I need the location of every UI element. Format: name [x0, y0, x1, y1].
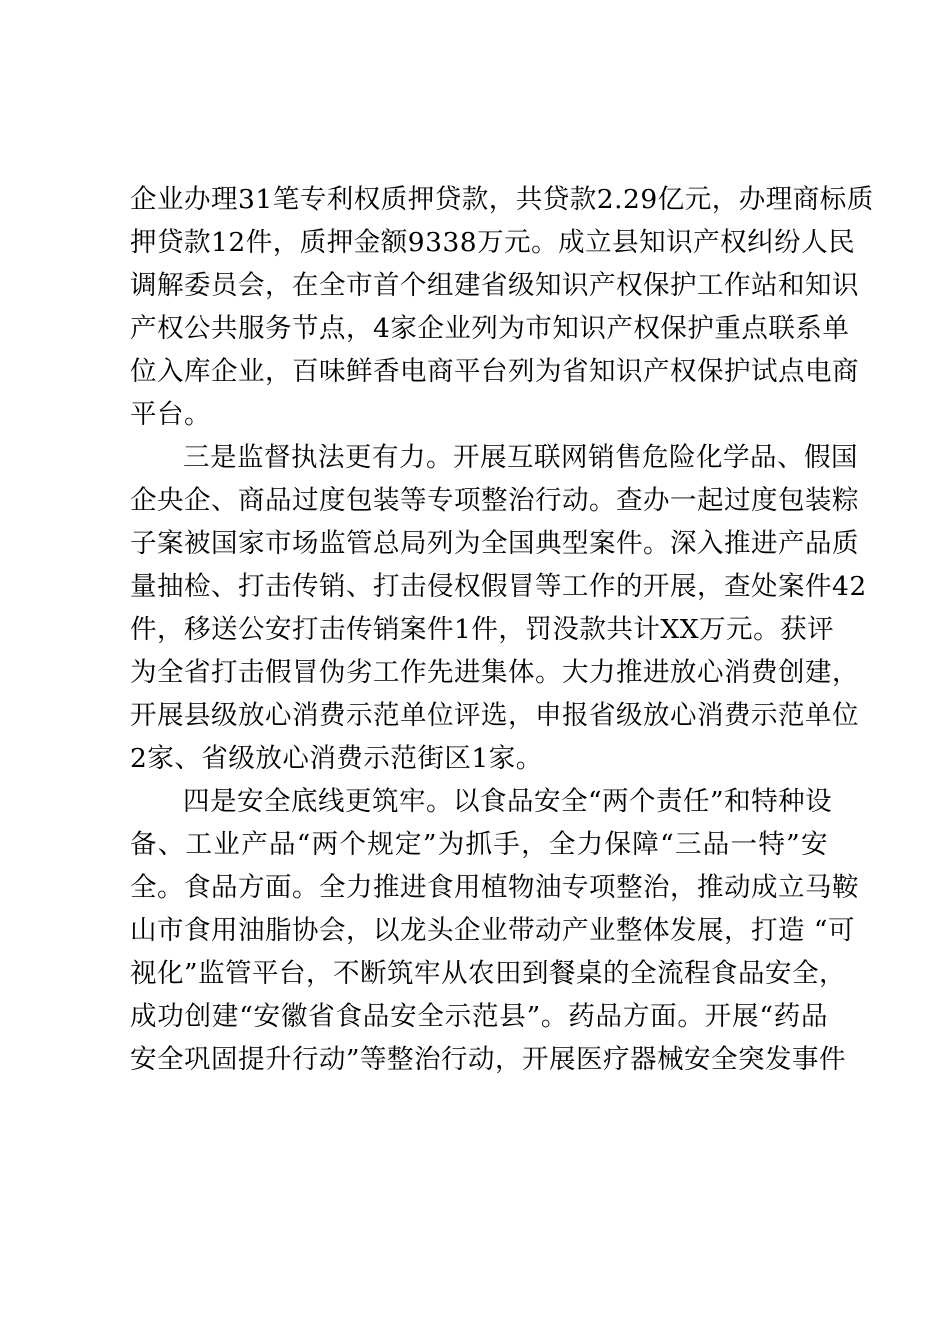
text-line: 三是监督执法更有力。开展互联网销售危险化学品、假国: [183, 442, 858, 473]
text-line: 押贷款12件，质押金额9338万元。成立县知识产权纠纷人民: [130, 227, 856, 258]
text-line: 企央企、商品过度包装等专项整治行动。查办一起过度包装粽: [130, 485, 859, 516]
text-line: 产权公共服务节点，4家企业列为市知识产权保护重点联系单: [130, 313, 850, 344]
text-line: 安全巩固提升行动”等整治行动，开展医疗器械安全突发事件: [130, 1044, 847, 1075]
text-line: 企业办理31笔专利权质押贷款，共贷款2.29亿元，办理商标质: [130, 184, 874, 215]
paragraph-supervision-enforcement: [130, 436, 867, 780]
text-line: 开展县级放心消费示范单位评选，申报省级放心消费示范单位: [130, 700, 859, 731]
text-line: 山市食用油脂协会，以龙头企业带动产业整体发展，打造 “可: [130, 915, 855, 946]
paragraph-safety-baseline: [130, 780, 859, 1081]
text-line: 量抽检、打击传销、打击侵权假冒等工作的开展，查处案件42: [130, 571, 867, 602]
text-line: 四是安全底线更筑牢。以食品安全“两个责任”和特种设: [183, 786, 833, 817]
text-line: 全。食品方面。全力推进食用植物油专项整治，推动成立马鞍: [130, 872, 859, 903]
text-line: 成功创建“安徽省食品安全示范县”。药品方面。开展“药品: [130, 1001, 828, 1032]
text-line: 子案被国家市场监管总局列为全国典型案件。深入推进产品质: [130, 528, 859, 559]
text-line: 件，移送公安打击传销案件1件，罚没款共计XX万元。获评: [130, 614, 835, 645]
text-line: 视化”监管平台，不断筑牢从农田到餐桌的全流程食品安全，: [130, 958, 847, 989]
text-line: 备、工业产品“两个规定”为抓手，全力保障“三品一特”安: [130, 829, 828, 860]
text-line: 为全省打击假冒伪劣工作先进集体。大力推进放心消费创建，: [130, 657, 859, 688]
text-line: 调解委员会，在全市首个组建省级知识产权保护工作站和知识: [130, 270, 859, 301]
text-line: 平台。: [130, 399, 211, 430]
document-page: [130, 178, 874, 1081]
text-line: 2家、省级放心消费示范街区1家。: [130, 743, 543, 774]
text-line: 位入库企业，百味鲜香电商平台列为省知识产权保护试点电商: [130, 356, 859, 387]
paragraph-ip-pledge: [130, 178, 874, 436]
